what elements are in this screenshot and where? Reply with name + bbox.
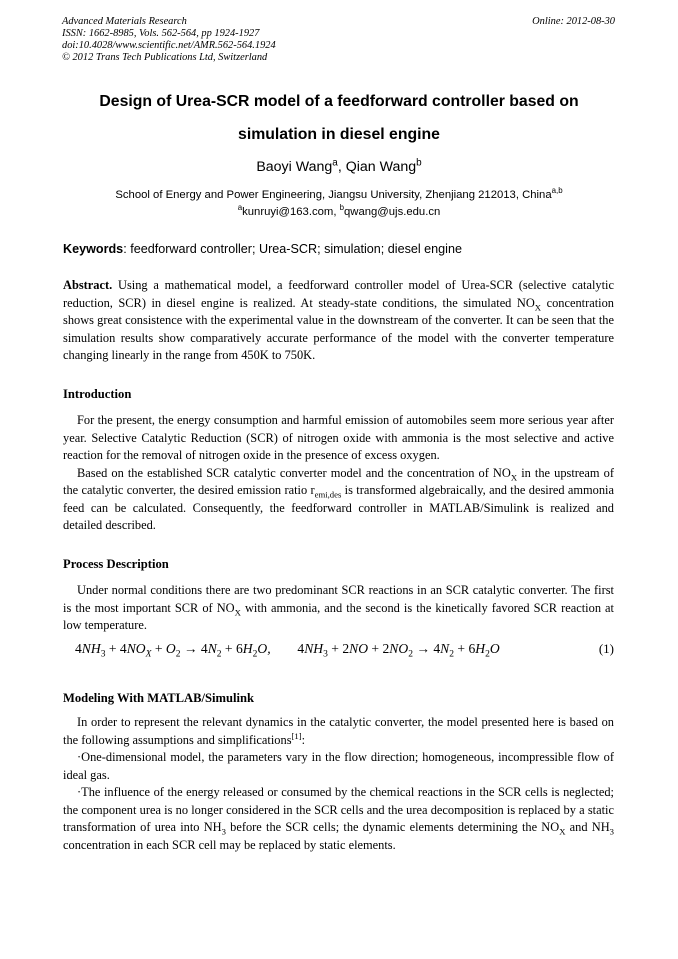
eq-r1-k: O, [257,641,271,656]
modeling-p3-sub1: 3 [221,826,226,837]
email-a: kunruyi@163.com, [242,206,340,218]
eq-r2-j: H [475,641,486,656]
modeling-p3-sub2: X [559,826,566,837]
eq-r2-i: + 6 [453,641,476,656]
intro-p2-sub2: emi,des [314,489,342,500]
modeling-p3-a: ·The influence of the energy released or consumed by the chemical reactions in the SCR cells is neglected; the component urea is no longer considered in the SCR cells and the urea decomposition is replaced by a static transformation of urea into NH [63,785,614,834]
paper-title-line-2: simulation in diesel engine [238,126,440,143]
keywords-text: : feedforward controller; Urea-SCR; simulation; diesel engine [123,242,462,256]
author-1-mark: a [332,157,338,169]
author-1: Baoyi Wang [256,159,333,175]
process-paragraph-1 [63,582,614,635]
intro-p2-a: Based on the established SCR catalytic converter model and the concentration of NO [77,465,511,480]
intro-p2-sub1: X [510,471,518,482]
process-heading: Process Description [63,557,169,571]
modeling-p3-d: concentration in each SCR cell may be replaced by static elements. [63,837,396,852]
eq-r1-a: 4 [75,641,82,656]
reaction-1 [75,641,271,660]
copyright-line: © 2012 Trans Tech Publications Ltd, Switzerland [62,52,268,63]
emails [40,203,638,218]
eq-r2-f: NO [389,641,409,656]
process-p1-a: Under normal conditions there are two predominant SCR reactions in an SCR catalytic converter. The first is the most important SCR of NO [63,583,614,615]
eq-r1-f: O [165,641,176,656]
modeling-p1-b: : [301,732,306,747]
modeling-paragraph-3 [63,784,614,854]
email-b: qwang@ujs.edu.cn [344,206,441,218]
process-body [63,582,614,635]
keywords-label: Keywords [63,242,124,256]
abstract-sub: X [534,301,542,312]
modeling-p1-a: In order to represent the relevant dynamics in the catalytic converter, the model presented here is based on the following assumptions and simplifications [63,715,614,747]
modeling-p3-b: before the SCR cells; the dynamic elements determining the NO [225,820,560,834]
doi-line: doi:10.4028/www.scientific.net/AMR.562-564.1924 [62,40,276,51]
eq-r1-j: H [242,641,253,656]
intro-p2-c: is transformed algebraically, and the desired ammonia feed can be calculated. Consequently, the feedforward controller in MATLAB/Simulink is realized and detailed described. [63,483,614,532]
abstract [63,277,614,365]
eq-r2-h-sub: 2 [449,649,454,660]
eq-r1-d: NO [126,641,146,656]
modeling-paragraph-2: ·One-dimensional model, the parameters vary in the flow direction; homogeneous, incompressible flow of ideal gas. [63,750,614,782]
abstract-label: Abstract. [63,278,113,292]
process-p1-b: with ammonia, and the second is the kinetically favored SCR reaction at low temperature. [63,600,615,632]
eq-r1-h: N [207,641,217,656]
modeling-p3-c: and NH [565,820,610,834]
journal-name: Advanced Materials Research [62,16,187,27]
reaction-2 [297,641,500,660]
modeling-heading: Modeling With MATLAB/Simulink [63,691,255,705]
affiliation-text: School of Energy and Power Engineering, Jiangsu University, Zhenjiang 212013, China [115,189,552,201]
abstract-text-1: Using a mathematical model, a feedforward controller model of Urea-SCR (selective catalytic reduction, SCR) in diesel engine is realized. At steady-state conditions, the simulated NO [63,278,614,310]
eq-r1-d-sub: X [145,649,152,660]
eq-r2-e: + 2 [368,641,390,656]
equation-number: (1) [598,641,614,656]
journal-meta [62,16,276,64]
eq-r2-j-sub: 2 [485,649,490,660]
eq-r1-f-sub: 2 [175,649,181,660]
eq-r2-h: N [440,641,450,656]
eq-r2-k: O [489,641,500,656]
equation-1 [75,641,614,660]
email-a-mark: a [237,203,243,213]
eq-r2-d: NO [349,641,369,656]
eq-r1-i: + 6 [221,641,243,656]
process-p1-sub: X [234,606,241,617]
eq-r1-e: + [151,641,166,656]
eq-r2-c: + 2 [327,641,350,656]
intro-p2-b: in the upstream of the catalytic converter, the desired emission ratio r [63,465,614,497]
eq-r1-b: NH [81,641,101,656]
introduction-body [63,412,614,535]
introduction-heading: Introduction [63,387,132,401]
abstract-text-2: concentration shows great consistence with the experimental value in the downstream of the converter. It can be seen that the simulation results show comparatively accurate performance of the model with the converter temperature changing linearly in the range from 450K to 750K. [63,295,614,362]
intro-paragraph-2 [63,465,614,535]
paper-title-line-1: Design of Urea-SCR model of a feedforward controller based on [99,93,579,110]
affiliation-mark: a,b [551,186,563,196]
eq-r1-j-sub: 2 [252,649,258,660]
modeling-body [63,714,614,854]
modeling-paragraph-1 [63,714,614,749]
eq-r2-b-sub: 3 [323,649,328,660]
author-2-mark: b [416,157,422,169]
citation-ref: [1] [291,730,302,741]
author-separator: , [337,159,346,175]
issn-line: ISSN: 1662-8985, Vols. 562-564, pp 1924-1927 [62,28,260,39]
eq-r2-b: NH [304,641,324,656]
modeling-p3-sub3: 3 [609,826,614,837]
eq-r1-g: → 4 [180,641,208,656]
eq-r2-g: → 4 [412,641,441,656]
intro-paragraph-1: For the present, the energy consumption and harmful emission of automobiles seem more serious year after year. Selective Catalytic Reduction (SCR) of nitrogen oxide with ammonia is the most selective and active reaction for the removal of nitrogen oxide in the presence of excess oxygen. [63,413,614,462]
eq-r1-c: + 4 [105,641,127,656]
eq-r2-f-sub: 2 [408,649,413,660]
online-date: Online: 2012-08-30 [532,16,615,27]
eq-r1-b-sub: 3 [100,649,106,660]
email-b-mark: b [339,203,345,213]
keywords [63,242,462,256]
affiliation [40,186,638,201]
eq-r1-h-sub: 2 [216,649,222,660]
author-2: Qian Wang [345,159,417,175]
authors [40,159,638,175]
eq-r2-a: 4 [297,641,305,656]
